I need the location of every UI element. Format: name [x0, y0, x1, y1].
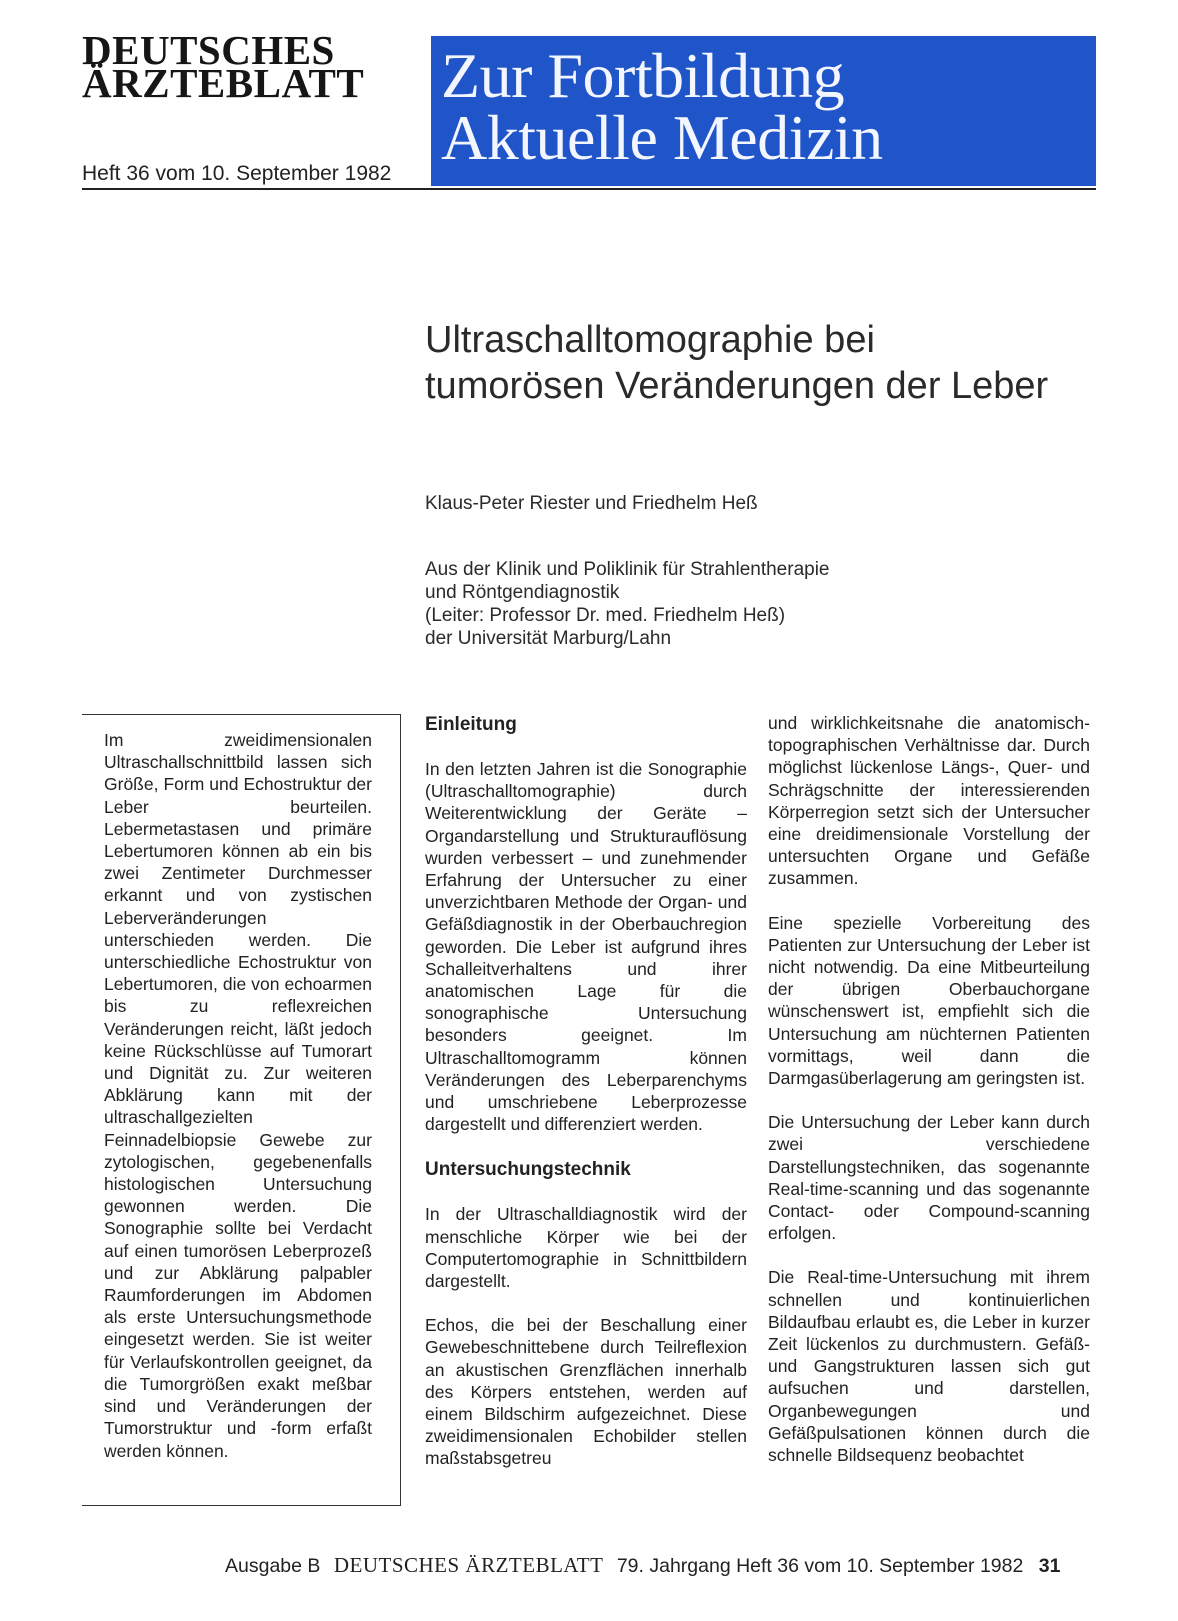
body-paragraph: Eine spezielle Vorbereitung des Patienten zur Untersuchung der Leber ist nicht notwendig. Da eine Mitbeurteilung der übrigen Oberbauchorgane wünschenswert ist, empfiehlt sich die Untersuchung am nüchternen Patienten vormittags, weil dann die Darmgasüberlagerung am geringsten ist. [768, 912, 1090, 1089]
body-paragraph: In der Ultraschalldiagnostik wird der menschliche Körper wie bei der Computertomographie in Schnittbildern dargestellt. [425, 1204, 747, 1292]
affiliation-line: der Universität Marburg/Lahn [425, 628, 672, 649]
masthead-line2: ÄRZTEBLATT [82, 60, 365, 106]
body-paragraph: Echos, die bei der Beschallung einer Gewebeschnittebene durch Teilreflexion an akustischen Grenzflächen innerhalb des Körpers entstehen, werden auf einem Bildschirm aufgezeichnet. Diese zweidimensionalen Echobilder stellen maßstabsgetreu [425, 1315, 747, 1469]
masthead-issue: Heft 36 vom 10. September 1982 [82, 162, 392, 185]
article-title-line1: Ultraschalltomographie bei [425, 319, 875, 361]
header-rule [82, 188, 1096, 190]
section-banner [431, 36, 1096, 186]
abstract-text: Im zweidimensionalen Ultraschallschnittbild lassen sich Größe, Form und Echostruktur der Leber beurteilen. Lebermetastasen und primäre Lebertumoren können ab ein bis zwei Zentimeter Durchmesser erkannt und von zystischen Leberveränderungen unterschieden werden. Die unterschiedliche Echostruktur von Lebertumoren, die von echoarmen bis zu reflexreichen Veränderungen reicht, läßt jedoch keine Rückschlüsse auf Tumorart und Dignität zu. Zur weiteren Abklärung kann mit der ultraschallgezielten Feinnadelbiopsie Gewebe zur zytologischen, gegebenenfalls histologischen Untersuchung gewonnen werden. Die Sonographie sollte bei Verdacht auf einen tumorösen Leberprozeß und zur Abklärung palpabler Raumforderungen im Abdomen als erste Untersuchungsmethode eingesetzt werden. Sie ist weiter für Verlaufskontrollen geeignet, da die Tumorgrößen exakt meßbar sind und Veränderungen der Tumorstruktur und -form erfaßt werden können. [104, 730, 372, 1461]
affiliation-line: Aus der Klinik und Poliklinik für Strahlentherapie [425, 559, 830, 580]
page-footer [225, 1553, 1060, 1578]
article-affiliation [425, 558, 830, 650]
footer-issue: 79. Jahrgang Heft 36 vom 10. September 1982 [616, 1555, 1024, 1577]
footer-journal: DEUTSCHES ÄRZTEBLATT [333, 1553, 604, 1577]
abstract-box [82, 714, 401, 1506]
banner-text [441, 40, 883, 173]
masthead-line1: DEUTSCHES [82, 27, 335, 73]
footer-edition: Ausgabe B [225, 1555, 321, 1577]
body-paragraph: In den letzten Jahren ist die Sonographie (Ultraschalltomographie) durch Weiterentwicklung der Geräte – Organdarstellung und Strukturauflösung wurden verbessert – und zunehmender Erfahrung der Untersucher zu einer unverzichtbaren Methode der Organ- und Gefäßdiagnostik in der Oberbauchregion geworden. Die Leber ist aufgrund ihres Schalleitverhaltens und ihrer anatomischen Lage für die sonographische Untersuchung besonders geeignet. Im Ultraschalltomogramm können Veränderungen des Leberparenchyms und umschriebene Leberprozesse dargestellt und differenziert werden. [425, 759, 747, 1135]
affiliation-line: und Röntgendiagnostik [425, 582, 620, 603]
article-title [425, 317, 1105, 409]
body-paragraph: Die Untersuchung der Leber kann durch zwei verschiedene Darstellungstechniken, das sogenannte Real-time-scanning und das sogenannte Contact- oder Compound-scanning erfolgen. [768, 1112, 1090, 1244]
section-heading-einleitung: Einleitung [425, 714, 517, 735]
body-paragraph: und wirklichkeitsnahe die anatomisch-topographischen Verhältnisse dar. Durch möglichst lückenlose Längs-, Quer- und Schrägschnitte der interessierenden Körperregion setzt sich der Untersucher eine dreidimensionale Vorstellung der untersuchten Organe und Gefäße zusammen. [768, 713, 1090, 889]
affiliation-line: (Leiter: Professor Dr. med. Friedhelm Heß) [425, 605, 786, 626]
banner-line1: Zur Fortbildung [441, 40, 845, 111]
article-authors: Klaus-Peter Riester und Friedhelm Heß [425, 493, 758, 514]
body-column-3 [768, 712, 1090, 1488]
journal-masthead [82, 27, 402, 106]
section-heading-untersuchungstechnik: Untersuchungstechnik [425, 1159, 631, 1181]
banner-line2: Aktuelle Medizin [441, 102, 883, 173]
page-number: 31 [1038, 1555, 1061, 1577]
body-paragraph: Die Real-time-Untersuchung mit ihrem schnellen und kontinuierlichen Bildaufbau erlaubt es, die Leber in kurzer Zeit lückenlos zu durchmustern. Gefäß- und Gangstrukturen lassen sich gut aufsuchen und darstellen, Organbewegungen und Gefäßpulsationen können durch die schnelle Bildsequenz beobachtet [768, 1267, 1090, 1466]
article-title-line2: tumorösen Veränderungen der Leber [425, 365, 1049, 407]
body-column-2 [425, 712, 747, 1492]
